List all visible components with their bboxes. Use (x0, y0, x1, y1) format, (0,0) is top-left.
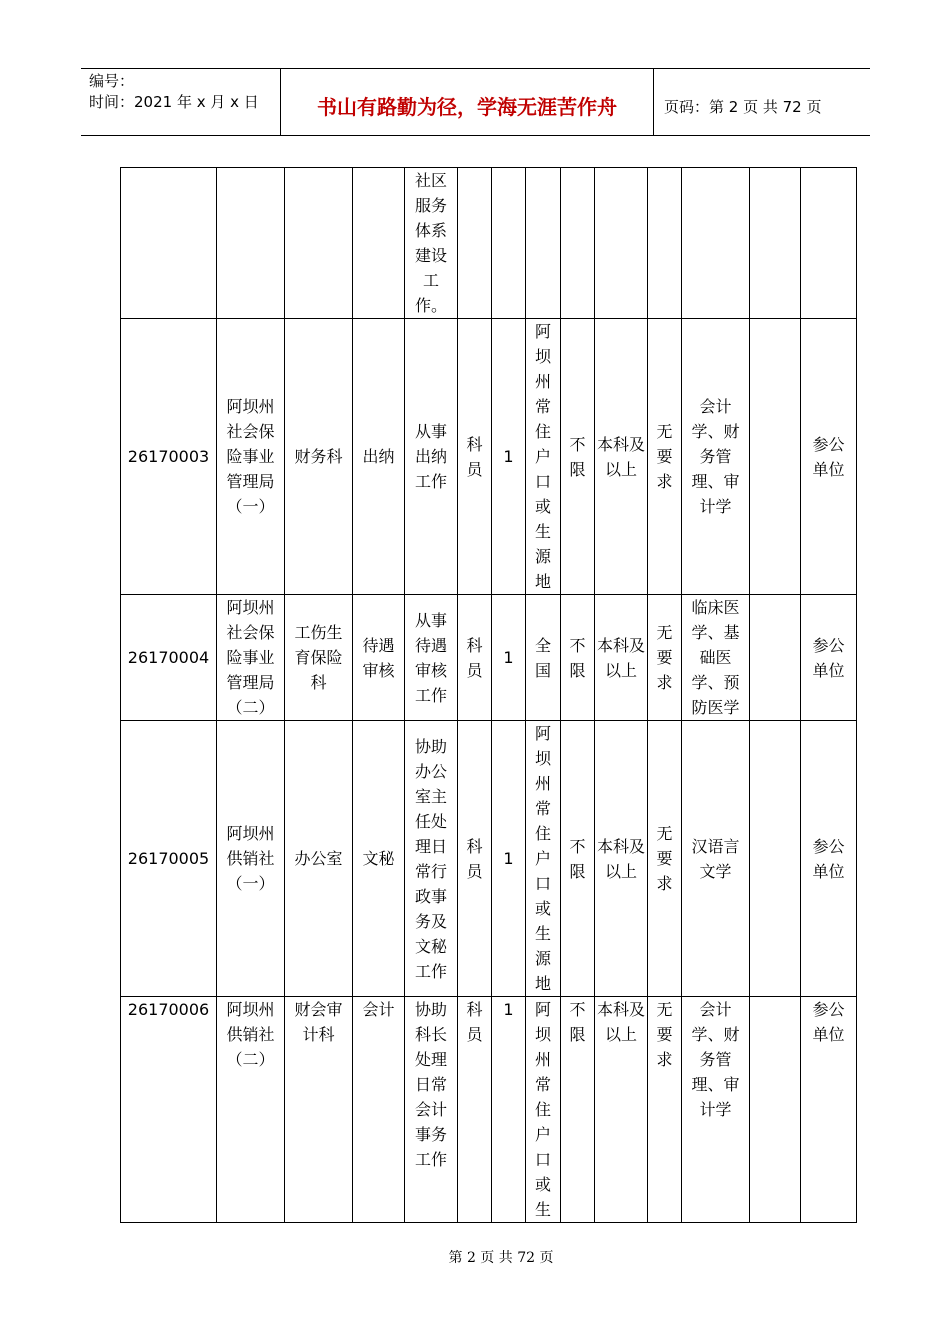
table-cell-post (353, 595, 405, 721)
table-cell-unit-text: 阿坝州供销社（一） (226, 824, 275, 893)
table-cell-post (353, 721, 405, 997)
page-header (81, 68, 870, 136)
table-cell-number-text: 1 (503, 1000, 514, 1019)
table-cell-rank (458, 595, 492, 721)
table-cell-dept-text: 办公室 (294, 849, 343, 868)
table-row (121, 168, 857, 319)
table-cell-rank (458, 997, 492, 1223)
table-cell-note (801, 168, 857, 319)
table-cell-experience (648, 997, 682, 1223)
table-row (121, 319, 857, 595)
table-cell-post (353, 319, 405, 595)
table-cell-note (801, 319, 857, 595)
table-cell-code (121, 997, 217, 1223)
table-cell-age-text: 不限 (569, 836, 586, 881)
table-cell-age-text: 不限 (569, 1000, 586, 1044)
table-cell-note-text: 参公单位 (812, 1000, 845, 1044)
table-cell-code-text: 26170003 (127, 447, 210, 466)
table-cell-experience (648, 595, 682, 721)
table-cell-scope-text: 阿坝州常住户口或生 (534, 1000, 551, 1219)
table-cell-education (595, 997, 648, 1223)
table-cell-post-text: 待遇审核 (362, 635, 395, 680)
table-cell-dept-text: 工伤生育保险科 (294, 623, 343, 692)
table-cell-note (801, 595, 857, 721)
table-cell-scope-text: 阿坝州常住户口或生源地 (534, 322, 551, 591)
table-cell-education-text: 本科及以上 (596, 635, 645, 680)
table-cell-post (353, 168, 405, 319)
table-cell-duty (405, 595, 458, 721)
table-cell-dept (285, 997, 353, 1223)
table-row (121, 997, 857, 1223)
table-cell-number (492, 319, 526, 595)
table-cell-code-text: 26170005 (127, 849, 210, 868)
table-cell-age (561, 721, 595, 997)
table-cell-major (682, 168, 750, 319)
table-cell-dept (285, 595, 353, 721)
header-motto: 书山有路勤为径，学海无涯苦作舟 (281, 69, 654, 135)
header-page-info: 页码：第 2 页 共 72 页 (664, 97, 822, 116)
table-cell-dept-text: 财会审计科 (294, 1000, 343, 1044)
table-cell-other (750, 168, 801, 319)
table-cell-duty-text: 从事待遇审核工作 (414, 610, 447, 705)
table-cell-number (492, 997, 526, 1223)
table-cell-major-text: 汉语言文学 (691, 836, 740, 881)
table-cell-age-text: 不限 (569, 434, 586, 479)
table-cell-number-text: 1 (503, 648, 514, 667)
table-cell-major (682, 595, 750, 721)
table-cell-experience-text: 无要求 (656, 422, 673, 491)
table-cell-education-text: 本科及以上 (596, 1000, 645, 1044)
table-cell-scope-text: 全国 (534, 635, 551, 680)
table-cell-major (682, 997, 750, 1223)
table-cell-post-text: 会计 (362, 1000, 395, 1019)
table-cell-note-text: 参公单位 (812, 635, 845, 680)
table-cell-unit (217, 997, 285, 1223)
table-cell-other (750, 319, 801, 595)
table-cell-age (561, 997, 595, 1223)
table-cell-age (561, 595, 595, 721)
table-cell-duty (405, 319, 458, 595)
table-cell-experience-text: 无要求 (656, 623, 673, 692)
code-label: 编号： (89, 72, 135, 90)
table-cell-note (801, 997, 857, 1223)
table-cell-code (121, 168, 217, 319)
table-cell-education (595, 319, 648, 595)
table-cell-unit-text: 阿坝州社会保险事业管理局（一） (226, 397, 275, 516)
table-cell-rank-text: 科员 (466, 635, 483, 680)
table-cell-duty (405, 168, 458, 319)
time-label: 时间：2021 年 x 月 x 日 (89, 93, 259, 111)
table-cell-scope-text: 阿坝州常住户口或生源地 (534, 724, 551, 993)
table-cell-note-text: 参公单位 (812, 836, 845, 881)
table-cell-duty-text: 社区服务体系建设工作。 (414, 171, 447, 315)
table-cell-scope (526, 168, 561, 319)
table-cell-education (595, 721, 648, 997)
table-cell-scope (526, 721, 561, 997)
table-cell-experience (648, 168, 682, 319)
table-cell-number (492, 168, 526, 319)
table-cell-age (561, 319, 595, 595)
table-cell-number-text: 1 (503, 849, 514, 868)
table-cell-other (750, 595, 801, 721)
table-cell-duty (405, 997, 458, 1223)
table-cell-rank (458, 168, 492, 319)
table-row (121, 721, 857, 997)
recruitment-table (120, 167, 857, 1223)
table-cell-age-text: 不限 (569, 635, 586, 680)
table-cell-unit-text: 阿坝州供销社（二） (226, 1000, 275, 1069)
table-cell-duty-text: 从事出纳工作 (414, 422, 447, 491)
table-cell-major (682, 319, 750, 595)
header-meta (81, 69, 281, 135)
table-cell-unit (217, 319, 285, 595)
table-cell-number (492, 721, 526, 997)
table-cell-post-text: 文秘 (362, 849, 395, 868)
table-cell-duty-text: 协助科长处理日常会计事务工作 (414, 1000, 447, 1169)
table-cell-age (561, 168, 595, 319)
table-cell-experience (648, 319, 682, 595)
table-cell-scope (526, 319, 561, 595)
table-cell-education (595, 168, 648, 319)
table-cell-major-text: 会计学、财务管理、审计学 (691, 1000, 740, 1119)
table-cell-dept (285, 721, 353, 997)
table-cell-major-text: 临床医学、基础医学、预防医学 (691, 598, 740, 717)
table-cell-code (121, 319, 217, 595)
table-cell-dept (285, 319, 353, 595)
table-cell-note (801, 721, 857, 997)
table-row (121, 595, 857, 721)
table-cell-education-text: 本科及以上 (596, 836, 645, 881)
table-cell-experience (648, 721, 682, 997)
table-cell-rank (458, 721, 492, 997)
table-cell-unit (217, 168, 285, 319)
table-cell-number (492, 595, 526, 721)
table-cell-scope (526, 997, 561, 1223)
table-cell-post (353, 997, 405, 1223)
table-cell-other (750, 997, 801, 1223)
table-cell-unit-text: 阿坝州社会保险事业管理局（二） (226, 598, 275, 717)
table-cell-number-text: 1 (503, 447, 514, 466)
table-cell-dept (285, 168, 353, 319)
table-cell-scope (526, 595, 561, 721)
table-cell-post-text: 出纳 (362, 447, 395, 466)
table-cell-rank-text: 科员 (466, 1000, 483, 1044)
table-cell-other (750, 721, 801, 997)
table-cell-note-text: 参公单位 (812, 434, 845, 479)
table-cell-code (121, 595, 217, 721)
table-cell-experience-text: 无要求 (656, 1000, 673, 1069)
table-cell-education-text: 本科及以上 (596, 434, 645, 479)
table-cell-experience-text: 无要求 (656, 824, 673, 893)
table-cell-major (682, 721, 750, 997)
table-cell-major-text: 会计学、财务管理、审计学 (691, 397, 740, 516)
table-cell-rank (458, 319, 492, 595)
table-cell-unit (217, 595, 285, 721)
table-cell-duty-text: 协助办公室主任处理日常行政事务及文秘工作 (414, 736, 447, 981)
table-cell-dept-text: 财务科 (294, 447, 343, 466)
table-cell-code (121, 721, 217, 997)
table-cell-rank-text: 科员 (466, 836, 483, 881)
table-cell-unit (217, 721, 285, 997)
table-cell-rank-text: 科员 (466, 434, 483, 479)
table-cell-duty (405, 721, 458, 997)
table-cell-code-text: 26170006 (127, 1000, 210, 1019)
table-cell-education (595, 595, 648, 721)
table-cell-code-text: 26170004 (127, 648, 210, 667)
page-footer: 第 2 页 共 72 页 (448, 1250, 554, 1266)
